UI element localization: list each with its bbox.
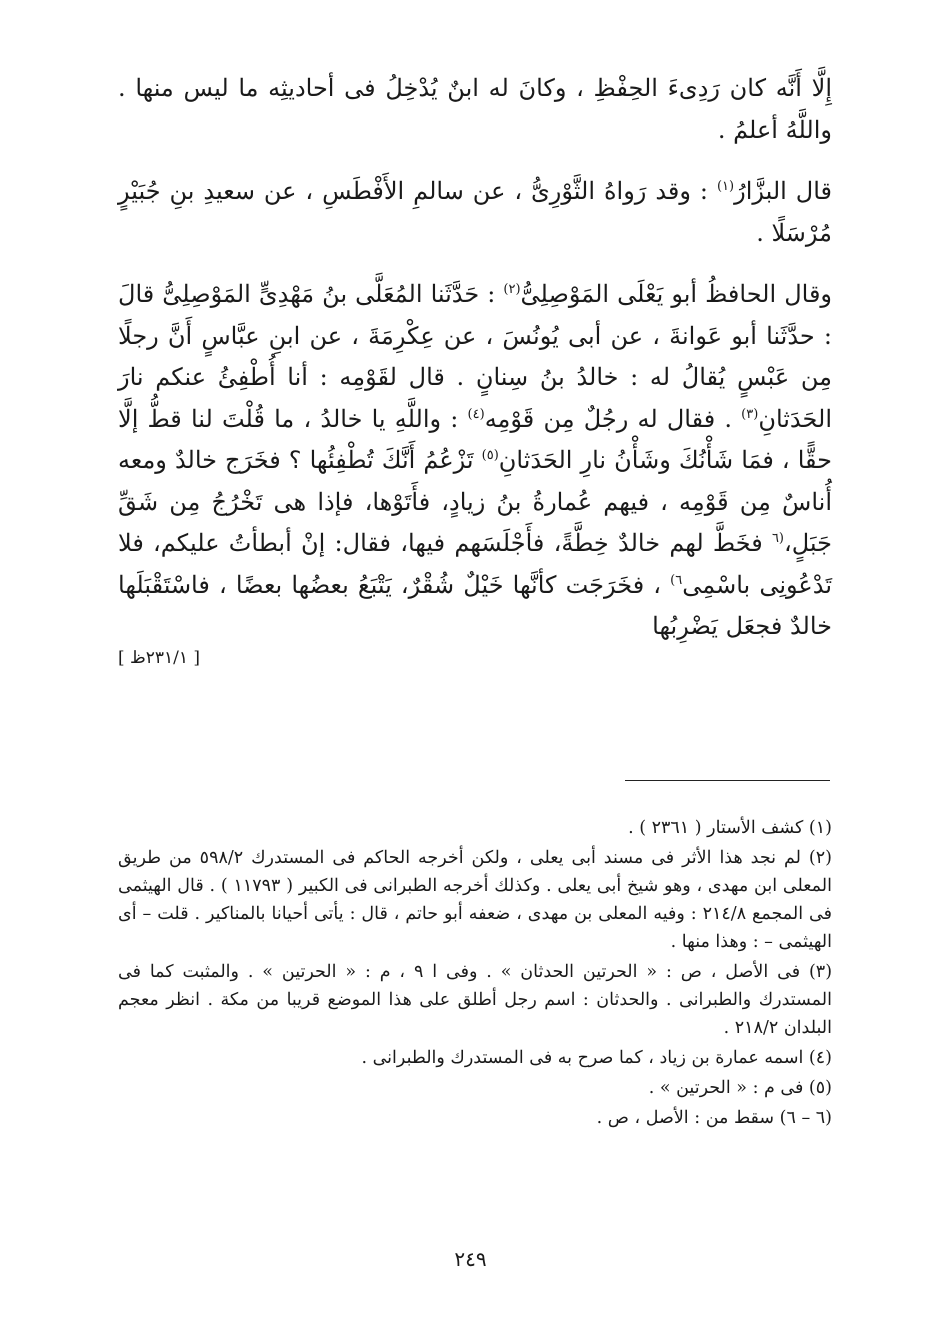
- footnote-3: (٣) فى الأصل ، ص : « الحرتين الحدثان » . وفى ا ٩ ، م : « الحرتين » . والمثبت كما فى المستدرك والطبرانى . والحدثان : اسم رجل أطلق على هذا الموضع قريبا من مكة . انظر معجم البلدان ٢١٨/٢ .: [118, 962, 833, 1038]
- footnote-ref-1[interactable]: (١): [716, 179, 735, 194]
- footnote-ref-6-end[interactable]: ٦): [670, 572, 683, 588]
- page-number: ٢٤٩: [454, 1247, 487, 1271]
- paragraph-2-text-a: قال البزَّارُ: [734, 177, 832, 205]
- footnote-divider: [625, 780, 830, 781]
- margin-reference-text: [ ٢٣١/١ظ ]: [118, 647, 201, 668]
- paragraph-3: [118, 274, 832, 648]
- footnote-5: (٥) فى م : « الحرتين » .: [648, 1078, 832, 1098]
- footnote-2: (٢) لم نجد هذا الأثر فى مسند أبى يعلى ، ولكن أخرجه الحاكم فى المستدرك ٥٩٨/٢ من طريق المعلى ابن مهدى ، وهو شيخ أبى يعلى . وكذلك أخرجه الطبرانى فى الكبير ( ١١٧٩٣ ) . قال الهيثمى فى المجمع ٢١٤/٨ : وفيه المعلى بن مهدى ، ضعفه أبو حاتم ، قال : يأتى أحيانا بالمناكير . قلت – أى الهيثمى – : وهذا منها .: [118, 848, 833, 952]
- paragraph-1-text: إِلَّا أَنَّه كان رَدِىءَ الحِفْظِ ، وكانَ له ابنٌ يُدْخِلُ فى أحاديثِه ما ليس منها . واللَّهُ أعلمُ .: [118, 74, 832, 144]
- paragraph-3-text-6: فخَطَّ لهم خالدٌ خِطَّةً، فأَجْلَسَهم فيها، فقال: إنْ أبطأتُ عليكم، فلا تَدْعُونِى باسْمِى: [118, 529, 832, 599]
- paragraph-3-text-7: ، فخَرَجَت كأنَّها خَيْلٌ شُقْرٌ، يَتْبَعُ بعضُها بعضًا ، فاسْتَقْبَلَها خالدٌ فجعَل يَضْرِبُها: [118, 570, 832, 640]
- paragraph-3-text-5: تَزْعُمُ أَنَّكَ تُطْفِئُها ؟ فخَرَج خالدٌ ومعه أُناسٌ مِن قَوْمِه ، فيهم عُمارةُ بنُ زيادٍ، فأَتَوْها، فإذا هى تَخْرُجُ مِن شَقِّ جَبَلٍ،: [118, 446, 832, 557]
- footnote-4: (٤) اسمه عمارة بن زياد ، كما صرح به فى المستدرك والطبرانى .: [361, 1048, 832, 1068]
- footnotes: [118, 814, 832, 1134]
- paragraph-3-text-1: وقال الحافظُ أبو يَعْلَى المَوْصِلِىُّ: [520, 280, 833, 308]
- paragraph-3-text-3: . فقال له رجُلٌ مِن قَوْمِه: [484, 404, 742, 433]
- footnote-ref-5[interactable]: (٥): [481, 448, 499, 463]
- footnote-1: (١) كشف الأستار ( ٢٣٦١ ) .: [628, 818, 832, 838]
- paragraph-3-text-4: : واللَّهِ يا خالدُ ، ما قُلْتَ لنا قطُّ إلَّا حقًّا ، فمَا شَأْنُكَ وشَأْنُ نارِ الحَدَثانِ: [118, 404, 833, 474]
- paragraph-2: [118, 171, 832, 254]
- footnote-ref-6-start[interactable]: (٦: [771, 531, 784, 546]
- paragraph-1: [118, 68, 832, 151]
- footnote-6: (٦ – ٦) سقط من : الأصل ، ص .: [596, 1108, 832, 1128]
- margin-reference: [118, 646, 832, 670]
- footnote-ref-3[interactable]: (٣): [741, 406, 759, 422]
- main-text: [118, 68, 832, 670]
- footnote-ref-4[interactable]: (٤): [467, 406, 485, 422]
- paragraph-2-text-b: : وقد رَواهُ الثَّوْرِىُّ ، عن سالمِ الأَفْطَسِ ، عن سعيدِ بنِ جُبَيْرٍ مُرْسَلًا .: [118, 177, 832, 247]
- footnote-ref-2[interactable]: (٢): [503, 282, 521, 297]
- paragraph-3-text-2: : حَدَّثَنا المُعَلَّى بنُ مَهْدِىٍّ المَوْصِلِىُّ قالَ : حدَّثَنا أبو عَوانةَ ، عن أبى يُونُسَ ، عن عِكْرِمَةَ ، عن ابنِ عبَّاسٍ أَنَّ رجلًا مِن عَبْسٍ يُقالُ له : خالدُ بنُ سِنانٍ . قال لقَوْمِه : أنا أُطْفِئُ عنكم نارَ الحَدَثانِ: [118, 280, 832, 433]
